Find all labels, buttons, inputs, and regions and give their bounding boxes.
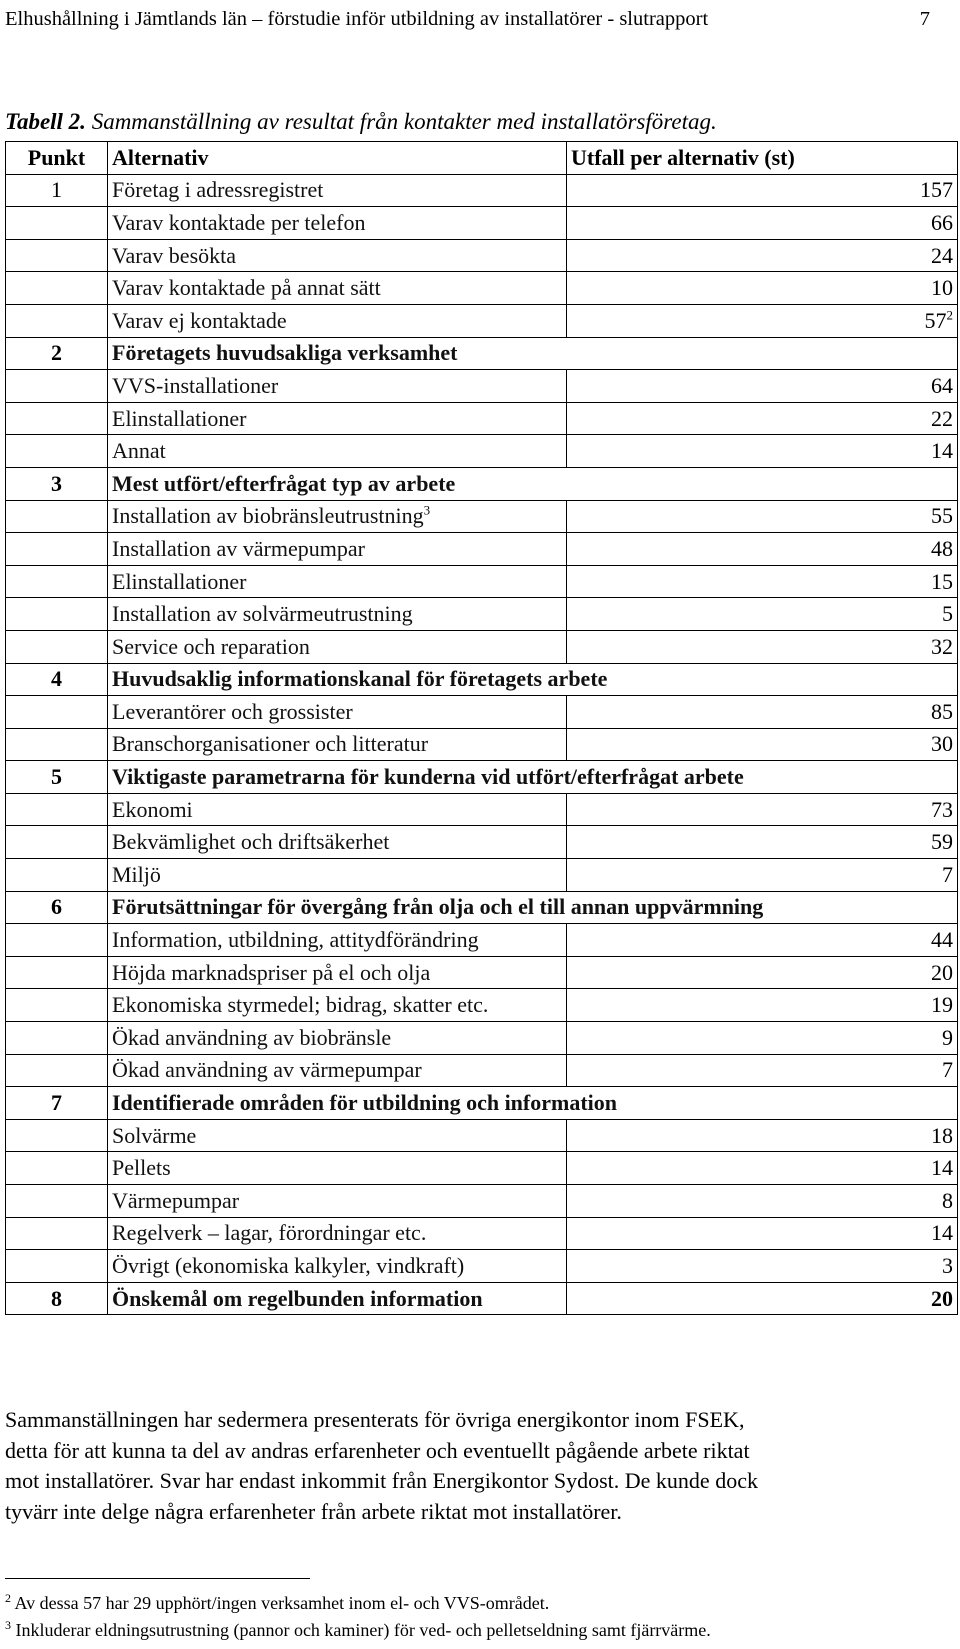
utfall-cell	[567, 924, 958, 957]
utfall-value: 30	[931, 731, 953, 757]
alternativ-text: Installation av värmepumpar	[112, 535, 365, 561]
utfall-value: 18	[931, 1122, 953, 1148]
alternativ-text: Företagets huvudsakliga verksamhet	[112, 340, 458, 366]
utfall-cell	[567, 500, 958, 533]
header-title: Elhushållning i Jämtlands län – förstudie inför utbildning av installatörer - slutrapport	[5, 8, 709, 30]
punkt-cell	[6, 956, 108, 989]
punkt-cell	[6, 565, 108, 598]
utfall-cell	[567, 630, 958, 663]
punkt-cell	[6, 207, 108, 240]
alternativ-text: Service och reparation	[112, 633, 310, 659]
table-section-row	[6, 891, 958, 924]
alternativ-cell	[108, 598, 567, 631]
utfall-cell	[567, 696, 958, 729]
alternativ-cell	[108, 696, 567, 729]
table-row	[6, 272, 958, 305]
alternativ-text: Övrigt (ekonomiska kalkyler, vindkraft)	[112, 1252, 465, 1278]
punkt-cell: 6	[6, 891, 108, 924]
punkt-cell	[6, 402, 108, 435]
alternativ-text: Information, utbildning, attitydförändring	[112, 927, 479, 953]
utfall-cell	[567, 663, 958, 696]
punkt-cell	[6, 500, 108, 533]
utfall-value: 66	[931, 209, 953, 235]
punkt-cell	[6, 435, 108, 468]
utfall-value: 5	[942, 601, 953, 627]
alternativ-cell	[108, 924, 567, 957]
alternativ-cell	[108, 956, 567, 989]
utfall-cell	[567, 1119, 958, 1152]
paragraph-line: Sammanställningen har sedermera presenterats för övriga energikontor inom FSEK,	[5, 1407, 745, 1432]
alternativ-cell	[108, 207, 567, 240]
table-row	[6, 174, 958, 207]
alternativ-text: Bekvämlighet och driftsäkerhet	[112, 829, 390, 855]
alternativ-cell	[108, 174, 567, 207]
alternativ-cell	[108, 663, 608, 696]
table-row	[6, 696, 958, 729]
footnote-ref: 2	[946, 307, 953, 323]
table-row	[6, 859, 958, 892]
utfall-value: 57	[924, 307, 947, 333]
alternativ-cell	[108, 1022, 567, 1055]
utfall-value: 64	[931, 372, 953, 398]
table-row	[6, 728, 958, 761]
utfall-cell	[567, 859, 958, 892]
footnote-ref: 3	[423, 503, 431, 518]
table-row	[6, 989, 958, 1022]
utfall-cell	[567, 826, 958, 859]
footnote-3	[5, 1617, 711, 1644]
alternativ-text: Elinstallationer	[112, 568, 247, 594]
paragraph-line: detta för att kunna ta del av andras erfarenheter och eventuellt pågående arbete riktat	[5, 1437, 750, 1463]
table-row	[6, 435, 958, 468]
alternativ-text: Regelverk – lagar, förordningar etc.	[112, 1220, 427, 1246]
table-row	[6, 826, 958, 859]
footnote-mark: 2	[5, 1591, 11, 1605]
punkt-cell	[6, 1185, 108, 1218]
utfall-value: 59	[931, 829, 953, 855]
alternativ-cell	[108, 533, 567, 566]
alternativ-text: Branschorganisationer och litteratur	[112, 731, 429, 757]
alternativ-cell	[108, 467, 567, 500]
utfall-cell	[567, 1217, 958, 1250]
utfall-value: 55	[931, 503, 953, 529]
utfall-value: 32	[931, 633, 953, 659]
punkt-cell: 7	[6, 1087, 108, 1120]
punkt-cell: 1	[6, 174, 108, 207]
alternativ-text: Solvärme	[112, 1122, 197, 1148]
alternativ-text: Annat	[112, 438, 166, 464]
column-header-punkt: Punkt	[6, 142, 108, 175]
utfall-cell	[567, 565, 958, 598]
utfall-cell	[567, 1022, 958, 1055]
utfall-cell	[567, 435, 958, 468]
alternativ-text: Varav kontaktade per telefon	[112, 209, 366, 235]
punkt-cell	[6, 630, 108, 663]
alternativ-cell	[108, 1054, 567, 1087]
alternativ-cell	[108, 826, 567, 859]
table-section-row	[6, 1282, 958, 1315]
utfall-cell	[567, 207, 958, 240]
punkt-cell	[6, 239, 108, 272]
results-table	[5, 141, 958, 1315]
utfall-value: 24	[931, 242, 953, 268]
alternativ-cell	[108, 761, 744, 794]
footnote-mark: 3	[5, 1618, 11, 1632]
table-row	[6, 1250, 958, 1283]
punkt-cell	[6, 1152, 108, 1185]
table-row	[6, 239, 958, 272]
utfall-cell	[567, 793, 958, 826]
alternativ-cell	[108, 989, 567, 1022]
punkt-cell	[6, 304, 108, 337]
utfall-value: 20	[931, 1285, 953, 1311]
utfall-value: 14	[931, 1155, 953, 1181]
alternativ-text: Ökad användning av biobränsle	[112, 1024, 392, 1050]
table-row	[6, 500, 958, 533]
alternativ-cell	[108, 793, 567, 826]
punkt-cell	[6, 1217, 108, 1250]
column-header-utfall: Utfall per alternativ (st)	[567, 142, 958, 175]
alternativ-text: Varav kontaktade på annat sätt	[112, 275, 381, 301]
alternativ-cell	[108, 1217, 567, 1250]
punkt-cell	[6, 728, 108, 761]
table-header-row	[6, 142, 958, 175]
paragraph-line: mot installatörer. Svar har endast inkommit från Energikontor Sydost. De kunde dock	[5, 1468, 758, 1493]
punkt-cell: 2	[6, 337, 108, 370]
alternativ-text: Förutsättningar för övergång från olja och el till annan uppvärmning	[112, 894, 764, 920]
utfall-cell	[567, 533, 958, 566]
paragraph-line: tyvärr inte delge några erfarenheter från arbete riktat mot installatörer.	[5, 1498, 622, 1524]
alternativ-text: Varav ej kontaktade	[112, 307, 287, 333]
alternativ-text: Företag i adressregistret	[112, 177, 324, 203]
table-row	[6, 1185, 958, 1218]
utfall-cell	[567, 1282, 958, 1315]
alternativ-cell	[108, 1152, 567, 1185]
table-row	[6, 1152, 958, 1185]
utfall-cell	[567, 304, 958, 337]
footnotes	[5, 1590, 711, 1644]
table-row	[6, 1022, 958, 1055]
table-row	[6, 630, 958, 663]
alternativ-cell	[108, 435, 567, 468]
alternativ-text: Viktigaste parametrarna för kunderna vid utfört/efterfrågat arbete	[112, 764, 744, 790]
table-section-row	[6, 761, 958, 794]
alternativ-text: Pellets	[112, 1155, 171, 1181]
alternativ-text: Elinstallationer	[112, 405, 247, 431]
caption-label: Tabell 2.	[5, 109, 86, 134]
alternativ-text: Ekonomi	[112, 796, 193, 822]
punkt-cell	[6, 859, 108, 892]
alternativ-text: Installation av biobränsleutrustning	[112, 503, 424, 529]
alternativ-text: Värmepumpar	[112, 1187, 240, 1213]
alternativ-cell	[108, 402, 567, 435]
utfall-cell	[567, 467, 958, 500]
utfall-value: 9	[942, 1024, 953, 1050]
alternativ-cell	[108, 565, 567, 598]
utfall-value: 157	[920, 177, 953, 203]
punkt-cell	[6, 1022, 108, 1055]
utfall-cell	[567, 1054, 958, 1087]
utfall-cell	[567, 272, 958, 305]
punkt-cell: 5	[6, 761, 108, 794]
punkt-cell	[6, 1119, 108, 1152]
table-section-row	[6, 1087, 958, 1120]
column-header-alternativ: Alternativ	[108, 142, 567, 175]
alternativ-cell	[108, 1185, 567, 1218]
alternativ-text: Ekonomiska styrmedel; bidrag, skatter etc.	[112, 992, 489, 1018]
punkt-cell: 3	[6, 467, 108, 500]
utfall-value: 7	[942, 1057, 953, 1083]
table-row	[6, 207, 958, 240]
utfall-value: 44	[931, 927, 953, 953]
utfall-value: 10	[931, 275, 953, 301]
utfall-cell	[567, 956, 958, 989]
footnote-text: Av dessa 57 har 29 upphört/ingen verksamhet inom el- och VVS-området.	[11, 1593, 550, 1613]
table-row	[6, 924, 958, 957]
utfall-value: 85	[931, 698, 953, 724]
punkt-cell	[6, 533, 108, 566]
punkt-cell	[6, 272, 108, 305]
utfall-cell	[567, 1087, 958, 1120]
utfall-value: 7	[942, 861, 953, 887]
table-row	[6, 1217, 958, 1250]
utfall-value: 8	[942, 1187, 953, 1213]
table-row	[6, 402, 958, 435]
alternativ-text: Miljö	[112, 861, 161, 887]
utfall-cell	[567, 1250, 958, 1283]
caption-text: Sammanställning av resultat från kontakter med installatörsföretag.	[85, 109, 717, 134]
utfall-value: 48	[931, 535, 953, 561]
utfall-cell	[567, 1152, 958, 1185]
utfall-value: 19	[931, 992, 953, 1018]
alternativ-text: Varav besökta	[112, 242, 237, 268]
utfall-cell	[567, 402, 958, 435]
utfall-value: 14	[931, 1220, 953, 1246]
punkt-cell	[6, 924, 108, 957]
utfall-value: 22	[931, 405, 953, 431]
alternativ-cell	[108, 304, 567, 337]
table-section-row	[6, 663, 958, 696]
table-caption	[5, 107, 717, 137]
alternativ-text: VVS-installationer	[112, 372, 279, 398]
alternativ-text: Mest utfört/efterfrågat typ av arbete	[112, 470, 456, 496]
alternativ-cell	[108, 1282, 567, 1315]
footnote-2	[5, 1590, 711, 1617]
alternativ-cell	[108, 630, 567, 663]
utfall-cell	[567, 989, 958, 1022]
table-row	[6, 304, 958, 337]
punkt-cell	[6, 1250, 108, 1283]
page-header	[5, 4, 930, 34]
alternativ-cell	[108, 891, 764, 924]
alternativ-text: Önskemål om regelbunden information	[112, 1285, 483, 1311]
alternativ-cell	[108, 272, 567, 305]
punkt-cell	[6, 696, 108, 729]
utfall-cell	[567, 174, 958, 207]
table-row	[6, 370, 958, 403]
punkt-cell: 8	[6, 1282, 108, 1315]
table-row	[6, 1054, 958, 1087]
alternativ-cell	[108, 1250, 567, 1283]
alternativ-cell	[108, 728, 567, 761]
alternativ-cell	[108, 337, 567, 370]
table-section-row	[6, 467, 958, 500]
punkt-cell	[6, 1054, 108, 1087]
alternativ-text: Höjda marknadspriser på el och olja	[112, 959, 431, 985]
table-row	[6, 533, 958, 566]
utfall-cell	[567, 370, 958, 403]
alternativ-text: Identifierade områden för utbildning och information	[112, 1090, 618, 1116]
utfall-value: 20	[931, 959, 953, 985]
alternativ-cell	[108, 859, 567, 892]
page-number: 7	[919, 8, 930, 30]
alternativ-text: Leverantörer och grossister	[112, 698, 353, 724]
footnote-divider	[5, 1578, 310, 1579]
table-row	[6, 956, 958, 989]
punkt-cell	[6, 598, 108, 631]
table-row	[6, 793, 958, 826]
utfall-value: 3	[942, 1252, 953, 1278]
table-row	[6, 1119, 958, 1152]
table-row	[6, 598, 958, 631]
punkt-cell	[6, 826, 108, 859]
alternativ-text: Ökad användning av värmepumpar	[112, 1057, 422, 1083]
alternativ-text: Huvudsaklig informationskanal för företagets arbete	[112, 666, 608, 692]
punkt-cell	[6, 793, 108, 826]
table-section-row	[6, 337, 958, 370]
punkt-cell	[6, 370, 108, 403]
punkt-cell	[6, 989, 108, 1022]
utfall-cell	[567, 598, 958, 631]
alternativ-cell	[108, 370, 567, 403]
utfall-cell	[567, 728, 958, 761]
alternativ-cell	[108, 1119, 567, 1152]
table-body	[6, 174, 958, 1315]
utfall-value: 15	[931, 568, 953, 594]
alternativ-text: Installation av solvärmeutrustning	[112, 601, 413, 627]
utfall-cell	[567, 239, 958, 272]
utfall-cell	[567, 1185, 958, 1218]
utfall-cell	[567, 337, 958, 370]
alternativ-cell	[108, 1087, 618, 1120]
punkt-cell: 4	[6, 663, 108, 696]
body-paragraph	[5, 1405, 950, 1527]
footnote-text: Inkluderar eldningsutrustning (pannor och kaminer) för ved- och pelletseldning samt fjärrvärme.	[11, 1620, 711, 1640]
utfall-value: 14	[931, 438, 953, 464]
alternativ-cell	[108, 500, 567, 533]
table-row	[6, 565, 958, 598]
alternativ-cell	[108, 239, 567, 272]
utfall-value: 73	[931, 796, 953, 822]
